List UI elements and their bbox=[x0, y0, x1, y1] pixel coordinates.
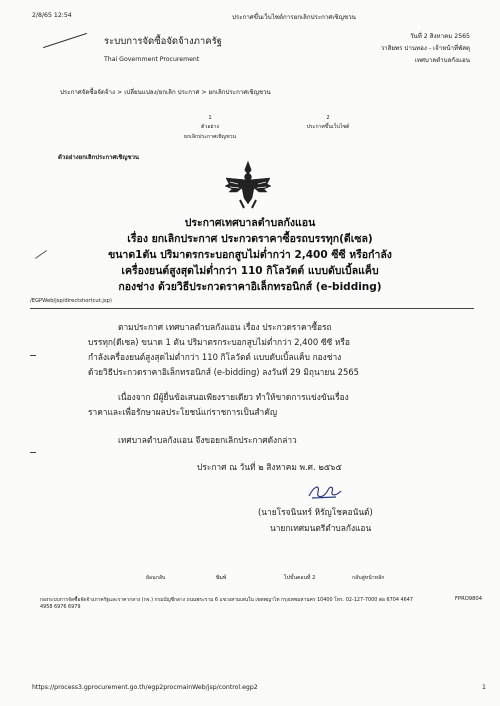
paragraph-3: เทศบาลตำบลกังแอน จึงขอยกเลิกประกาศดังกล่าว bbox=[118, 435, 297, 445]
next-step-button[interactable]: ไปขั้นตอนที่ 2 bbox=[284, 575, 316, 581]
breadcrumb-change-cancel[interactable]: เปลี่ยนแปลง/ยกเลิก ประกาศ bbox=[124, 89, 200, 96]
page-number: 1 bbox=[482, 684, 486, 691]
announcement-title-5: กองช่าง ด้วยวิธีประกวดราคาอิเล็กทรอนิกส์ (e-bidding) bbox=[118, 281, 382, 293]
paragraph-1-line-3: กำลังเครื่องยนต์สูงสุดไม่ต่ำกว่า 110 กิโลวัตต์ แบบดับเบิ้ลแค็บ กองช่าง bbox=[88, 352, 342, 362]
print-datetime: 2/8/65 12:54 bbox=[32, 12, 72, 19]
announcement-title-1: ประกาศเทศบาลตำบลกังแอน bbox=[184, 217, 316, 229]
breadcrumb-current: ยกเลิกประกาศเชิญชวน bbox=[208, 89, 271, 96]
footer-text-2: 4958 6976 6979 bbox=[40, 604, 81, 610]
announcement-title-4: เครื่องยนต์สูงสุดไม่ต่ำกว่า 110 กิโลวัตต์ แบบดับเบิ้ลแค็บ bbox=[121, 265, 379, 277]
section-label: ตัวอย่างยกเลิกประกาศเชิญชวน bbox=[58, 154, 140, 161]
footer-code: FPRO9804 bbox=[455, 596, 483, 602]
side-path: /EGPWeb/jsp/directshortcut.jsp) bbox=[30, 298, 112, 304]
announcement-title-3: ขนาด1ตัน ปริมาตรกระบอกสูบไม่ต่ำกว่า 2,400 ซีซี หรือกำลัง bbox=[108, 249, 392, 261]
paragraph-1-line-2: บรรทุก(ดีเซล) ขนาด 1 ตัน ปริมาตรกระบอกสูบไม่ต่ำกว่า 2,400 ซีซี หรือ bbox=[88, 337, 350, 347]
user-org: เทศบาลตำบลกังแอน bbox=[414, 57, 470, 64]
paragraph-2-line-1: เนื่องจาก มีผู้ยื่นข้อเสนอเพียงรายเดียว ทำให้ขาดการแข่งขันเรื่อง bbox=[118, 392, 349, 402]
step-1-number: 1 bbox=[208, 115, 212, 121]
header-logo-line bbox=[43, 33, 87, 48]
home-button[interactable]: กลับสู่หน้าหลัก bbox=[352, 575, 385, 581]
margin-tick bbox=[30, 452, 36, 453]
system-name-en: Thai Government Procurement bbox=[104, 56, 200, 63]
margin-tick bbox=[30, 355, 36, 356]
step-1-sublabel: ยกเลิกประกาศเชิญชวน bbox=[183, 134, 237, 140]
print-button[interactable]: พิมพ์ bbox=[216, 575, 227, 581]
breadcrumb-separator: > bbox=[117, 89, 123, 96]
paragraph-1-line-4: ด้วยวิธีประกวดราคาอิเล็กทรอนิกส์ (e-bidding) ลงวันที่ 29 มิถุนายน 2565 bbox=[88, 367, 359, 377]
back-button[interactable]: ย้อนกลับ bbox=[146, 575, 166, 581]
step-2-label: ประกาศขึ้นเว็บไซต์ bbox=[306, 124, 350, 130]
system-name-th: ระบบการจัดซื้อจัดจ้างภาครัฐ bbox=[104, 36, 222, 47]
print-page-title: ประกาศขึ้นเว็บไซต์การยกเลิกประกาศเชิญชวน bbox=[232, 14, 356, 21]
breadcrumb-procurement[interactable]: ประกาศจัดซื้อจัดจ้าง bbox=[60, 89, 116, 96]
step-2 bbox=[288, 115, 368, 131]
paragraph-1-line-1: ตามประกาศ เทศบาลตำบลกังแอน เรื่อง ประกวดราคาซื้อรถ bbox=[118, 322, 332, 332]
footer-text: กองระบบการจัดซื้อจัดจ้างภาครัฐและราคากลาง (กจ.) กรมบัญชีกลาง ถนนพระราม 6 แขวงสามเสนใน เขตพญาไท กรุงเทพมหานคร 10400 โทร. 02-127-7000 ต่อ 6704 4647 bbox=[40, 597, 413, 603]
garuda-emblem-icon bbox=[224, 160, 272, 210]
breadcrumb-separator: > bbox=[201, 89, 207, 96]
paragraph-2-line-2: ราคาและเพื่อรักษาผลประโยชน์แก่ราชการเป็นสำคัญ bbox=[88, 407, 277, 417]
step-2-number: 2 bbox=[326, 115, 330, 121]
step-1-label: ตัวอย่าง bbox=[201, 124, 219, 130]
user-name: วาสิยพร ปานทอง - เจ้าหน้าที่พัสดุ bbox=[380, 45, 470, 52]
announcement-date: ประกาศ ณ วันที่ ๒ สิงหาคม พ.ศ. ๒๕๖๕ bbox=[197, 462, 342, 472]
user-date: วันที่ 2 สิงหาคม 2565 bbox=[410, 33, 470, 40]
breadcrumb bbox=[60, 87, 271, 97]
announcement-title-2: เรื่อง ยกเลิกประกาศ ประกวดราคาซื้อรถบรรทุก(ดีเซล) bbox=[127, 233, 373, 245]
page-url: https://process3.gprocurement.go.th/egp2procmainWeb/jsp/control.egp2 bbox=[32, 684, 258, 691]
step-1 bbox=[170, 115, 250, 141]
signer-title: นายกเทศมนตรีตำบลกังแอน bbox=[270, 523, 372, 533]
signature-icon bbox=[306, 482, 344, 502]
divider bbox=[30, 308, 474, 309]
signer-name: (นายโรจนินทร์ หิรัญโชคอนันต์) bbox=[258, 507, 373, 517]
